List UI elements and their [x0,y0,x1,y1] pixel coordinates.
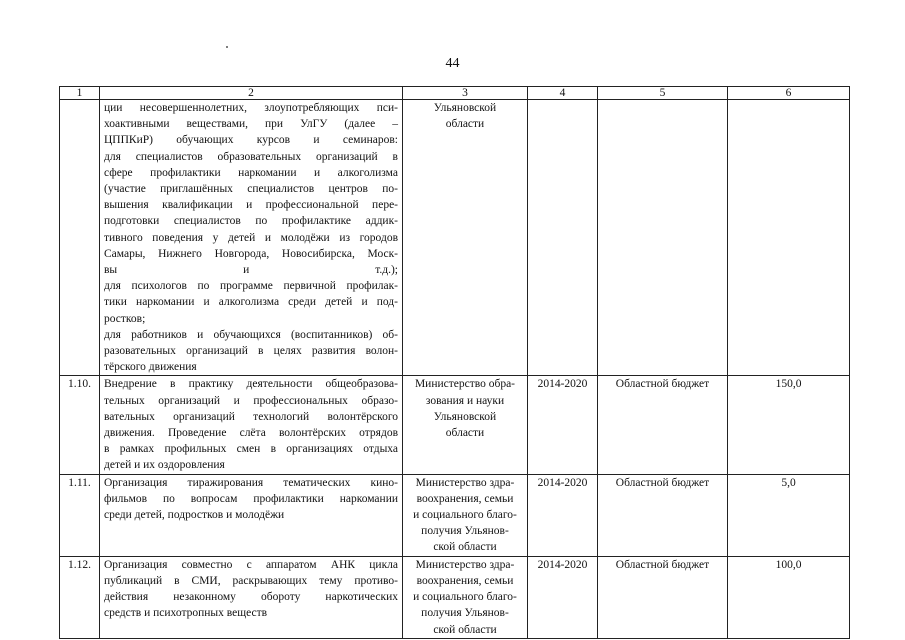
description-line: движения. Проведение слёта волонтёрских отрядов [104,427,398,440]
description-line: ЦППКиР) обучающих курсов и семинаров: [104,134,398,147]
description-line: среди детей, подростков и молодёжи [104,509,285,522]
description-line: ростков; [104,312,146,325]
executor-line: воохранения, семьи [416,574,514,587]
responsible-executor [403,474,528,556]
table-row [60,474,850,556]
description-line: вательных организаций технологий волонтёрского [104,410,398,423]
description-line: вы и т.д.); [104,264,398,277]
row-number: 1.11. [60,474,100,556]
description-line: Организация совместно с аппаратом АНК цикла [104,558,398,571]
executor-line: ской области [433,623,497,636]
implementation-years [528,100,598,376]
column-number-row [60,87,850,100]
executor-line: области [445,427,485,440]
executor-line: воохранения, семьи [416,492,514,505]
implementation-years: 2014-2020 [528,556,598,638]
row-number: 1.10. [60,376,100,474]
measure-description [100,474,403,556]
responsible-executor [403,556,528,638]
column-number: 2 [100,87,403,100]
executor-line: Ульяновской [433,410,497,423]
column-number: 6 [728,87,850,100]
description-line: Самары, Нижнего Новгорода, Новосибирска, Моск- [104,247,398,260]
scan-artifact-dot [226,46,228,48]
measure-description [100,556,403,638]
executor-line: зования и науки [425,394,505,407]
executor-line: получия Ульянов- [421,607,509,620]
description-line: Внедрение в практику деятельности общеобразова- [104,378,398,391]
column-number: 3 [403,87,528,100]
executor-line: получия Ульянов- [421,525,509,538]
description-line: ции несовершеннолетних, злоупотребляющих пси- [104,102,398,114]
description-line: тельных организаций и профессиональных образо- [104,394,398,407]
row-number: 1.12. [60,556,100,638]
implementation-years: 2014-2020 [528,474,598,556]
implementation-years: 2014-2020 [528,376,598,474]
description-line: детей и их оздоровления [104,459,225,472]
description-line: для специалистов образовательных организаций в [104,150,398,163]
executor-line: Ульяновской [433,102,497,114]
funding-source: Областной бюджет [598,376,728,474]
funding-source: Областной бюджет [598,556,728,638]
funding-amount: 100,0 [728,556,850,638]
column-number: 1 [60,87,100,100]
measure-description [100,100,403,376]
page-number: 44 [445,56,460,71]
funding-source [598,100,728,376]
funding-amount: 5,0 [728,474,850,556]
executor-line: области [445,118,485,131]
description-line: для психологов по программе первичной профилак- [104,280,398,293]
description-line: действия незаконному обороту наркотических [104,591,398,604]
description-line: тики наркомании и алкоголизма среди детей и под- [104,296,398,309]
description-line: фильмов по вопросам профилактики наркомании [104,492,398,505]
description-line: для работников и обучающихся (воспитанников) об- [104,328,398,341]
responsible-executor [403,100,528,376]
column-number: 4 [528,87,598,100]
measures-table [59,86,850,639]
description-line: подготовки специалистов по профилактике аддик- [104,215,398,228]
responsible-executor [403,376,528,474]
measure-description [100,376,403,474]
description-line: разовательных организаций в целях развития волон- [104,345,398,358]
executor-line: Министерство здра- [415,476,515,489]
executor-line: Министерство обра- [414,378,516,391]
description-line: Организация тиражирования тематических кино- [104,476,398,489]
table-row [60,556,850,638]
description-line: публикаций в СМИ, раскрывающих тему противо- [104,574,398,587]
funding-source: Областной бюджет [598,474,728,556]
description-line: (участие приглашённых специалистов центров по- [104,183,398,196]
executor-line: и социального благо- [413,509,517,522]
description-line: средств и психотропных веществ [104,607,268,620]
table-row [60,100,850,376]
row-number [60,100,100,376]
table-row [60,376,850,474]
description-line: сфере профилактики наркомании и алкоголизма [104,166,398,179]
executor-line: ской области [433,541,497,554]
funding-amount [728,100,850,376]
description-line: тёрского движения [104,361,197,374]
description-line: хоактивными веществами, при УлГУ (далее – [104,118,398,131]
executor-line: Министерство здра- [415,558,515,571]
column-number: 5 [598,87,728,100]
funding-amount: 150,0 [728,376,850,474]
description-line: в рамках профильных смен в организациях отдыха [104,443,398,456]
description-line: вышения квалификации и профессиональной пере- [104,199,398,212]
executor-line: и социального благо- [413,591,517,604]
description-line: тивного поведения у детей и молодёжи из городов [104,231,398,244]
